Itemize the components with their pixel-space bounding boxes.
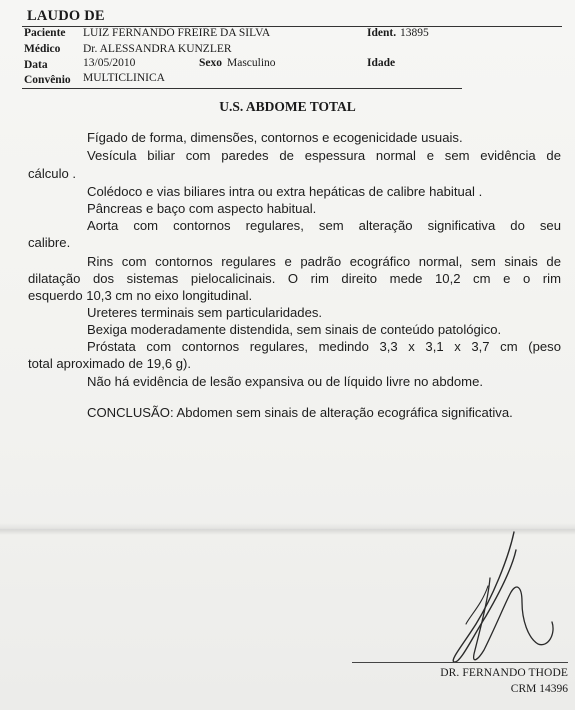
sex-label: Sexo	[199, 57, 222, 69]
age-label: Idade	[367, 57, 396, 69]
report-line: Aorta com contornos regulares, sem alteração significativa do seu	[87, 218, 561, 233]
insurance-value: MULTICLINICA	[83, 72, 165, 84]
ident-label: Ident.	[367, 27, 397, 39]
exam-title: U.S. ABDOME TOTAL	[219, 99, 356, 114]
report-header-title: LAUDO DE	[27, 8, 105, 24]
physician-label: Médico	[24, 43, 61, 55]
conclusion-line: CONCLUSÃO: Abdomen sem sinais de alteração ecográfica significativa.	[87, 405, 513, 420]
patient-label: Paciente	[24, 27, 66, 39]
report-line: esquerdo 10,3 cm no eixo longitudinal.	[28, 288, 253, 303]
report-line: Ureteres terminais sem particularidades.	[87, 305, 323, 320]
report-line: Fígado de forma, dimensões, contornos e ecogenicidade usuais.	[87, 130, 463, 145]
report-line: Colédoco e vias biliares intra ou extra hepáticas de calibre habitual .	[87, 184, 483, 199]
patient-name: LUIZ FERNANDO FREIRE DA SILVA	[83, 27, 271, 39]
insurance-label: Convênio	[24, 74, 71, 86]
physician-name: Dr. ALESSANDRA KUNZLER	[83, 43, 232, 55]
report-line: Rins com contornos regulares e padrão ecográfico normal, sem sinais de	[87, 254, 561, 269]
signatory-crm: CRM 14396	[510, 683, 568, 695]
signatory-name: DR. FERNANDO THODE	[440, 667, 568, 679]
ident-value: 13895	[400, 27, 429, 39]
report-line: cálculo .	[28, 166, 77, 181]
report-line: dilatação dos sistemas pielocalicinais. O rim direito mede 10,2 cm e o rim	[28, 271, 561, 286]
signature-line	[352, 662, 568, 663]
report-line: Bexiga moderadamente distendida, sem sinais de conteúdo patológico.	[87, 322, 502, 337]
header-bottom-rule	[22, 88, 462, 89]
report-line: Não há evidência de lesão expansiva ou de líquido livre no abdome.	[87, 374, 483, 389]
sex-value: Masculino	[227, 57, 276, 69]
report-line: Vesícula biliar com paredes de espessura normal e sem evidência de	[87, 148, 561, 163]
report-line: total aproximado de 19,6 g).	[28, 356, 192, 371]
report-line: Pâncreas e baço com aspecto habitual.	[87, 201, 317, 216]
report-line: calibre.	[28, 235, 71, 250]
report-line: Próstata com contornos regulares, medindo 3,3 x 3,1 x 3,7 cm (peso	[87, 339, 561, 354]
date-value: 13/05/2010	[83, 57, 136, 69]
date-label: Data	[24, 59, 48, 71]
handwritten-signature	[430, 520, 570, 670]
